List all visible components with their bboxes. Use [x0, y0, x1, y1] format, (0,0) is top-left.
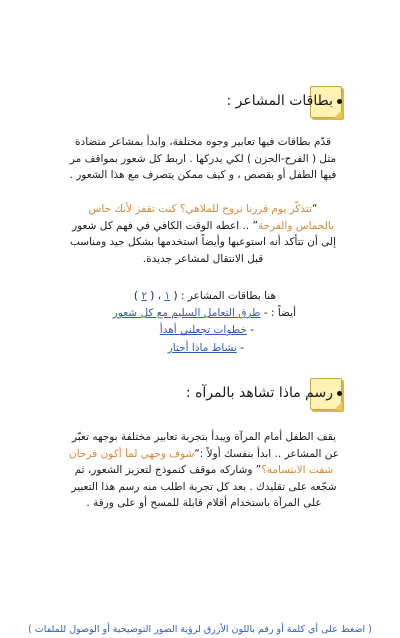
bullet-icon: [337, 99, 342, 104]
quote-open: “: [312, 203, 318, 215]
quote-rest-text: ” .. اعطه الوقت الكافي في فهم كل شعور إلى أن تتأكد أنه استوعبها وأيضاً استخدمها بشكل جيد ومناسب قبل الانتقال لمشاعر جديدة.: [69, 219, 337, 265]
footer-note: ( اضغط على أي كلمة أو رقم باللون الأزرق لرؤية الصور التوضيحية أو الوصول للملفات ): [28, 624, 372, 635]
feelings-cards-quote-paragraph: [68, 201, 338, 267]
link-row-3: [168, 340, 244, 356]
also-label: أيضاً : -: [263, 307, 296, 319]
card-link-2[interactable]: ٢: [141, 290, 147, 302]
mirror-drawing-title: رسم ماذا تشاهد بالمرآه :: [185, 385, 333, 401]
link-healthy-handling[interactable]: طرق التعامل السليم مع كل شعور: [112, 307, 261, 319]
link-calm-steps[interactable]: خطوات تجعلني أهدأ: [159, 324, 247, 336]
feelings-cards-title: بطاقات المشاعر :: [226, 93, 333, 109]
section-heading-feelings-cards: [227, 93, 342, 109]
feelings-cards-description: [68, 134, 338, 184]
mirror-example-quote: شوف وجهي لما أكون فرحان شفت الابتسامة؟: [69, 447, 334, 476]
link-row-2: [160, 322, 254, 338]
card-link-1[interactable]: ١: [164, 290, 171, 302]
example-quote: تتذكّر يوم قررنا نروح للملاهي؟ كنت تقفز لأنك حاس بالحماس والفرحة: [88, 203, 334, 232]
cards-label: هنا بطاقات المشاعر :: [180, 290, 276, 302]
description-text: قدّم بطاقات فيها تعابير وجوه مختلفة، وابدأ بمشاعر متضادة مثل ( الفرح-الحزن ) لكي يدركها . اربط كل شعور بمواقف مر فيها الطفل أو بقصص ، و كيف ممكن يتصرف مع هذا الشعور .: [69, 136, 337, 181]
link-what-to-choose[interactable]: نشاط ماذا أختار: [167, 342, 237, 354]
also-links-row: [113, 305, 296, 321]
dash: -: [236, 342, 244, 354]
bullet-icon: [337, 391, 342, 396]
mirror-drawing-description: [66, 429, 342, 512]
section-heading-mirror-drawing: [186, 385, 342, 401]
mirror-text-2: ” وشاركه موقف كنموذج لتعزيز الشعور، ثم شجّعه على تقليدك . بعد كل تجربة اطلب منه رسم هذا التعبير على المرآة باستخدام أقلام قابلة للمسح أو على ورقة .: [71, 464, 337, 509]
mirror-text-1: يقف الطفل أمام المرآة ويبدأ بتجربة تعابير مختلفة بوجهه تعبّر عن المشاعر .. ابدأ بنفسك أولاً :“: [72, 431, 339, 460]
dash: -: [246, 324, 254, 336]
cards-links-row: هنا بطاقات المشاعر : ( ١ ، ( ٢ ): [133, 290, 276, 302]
